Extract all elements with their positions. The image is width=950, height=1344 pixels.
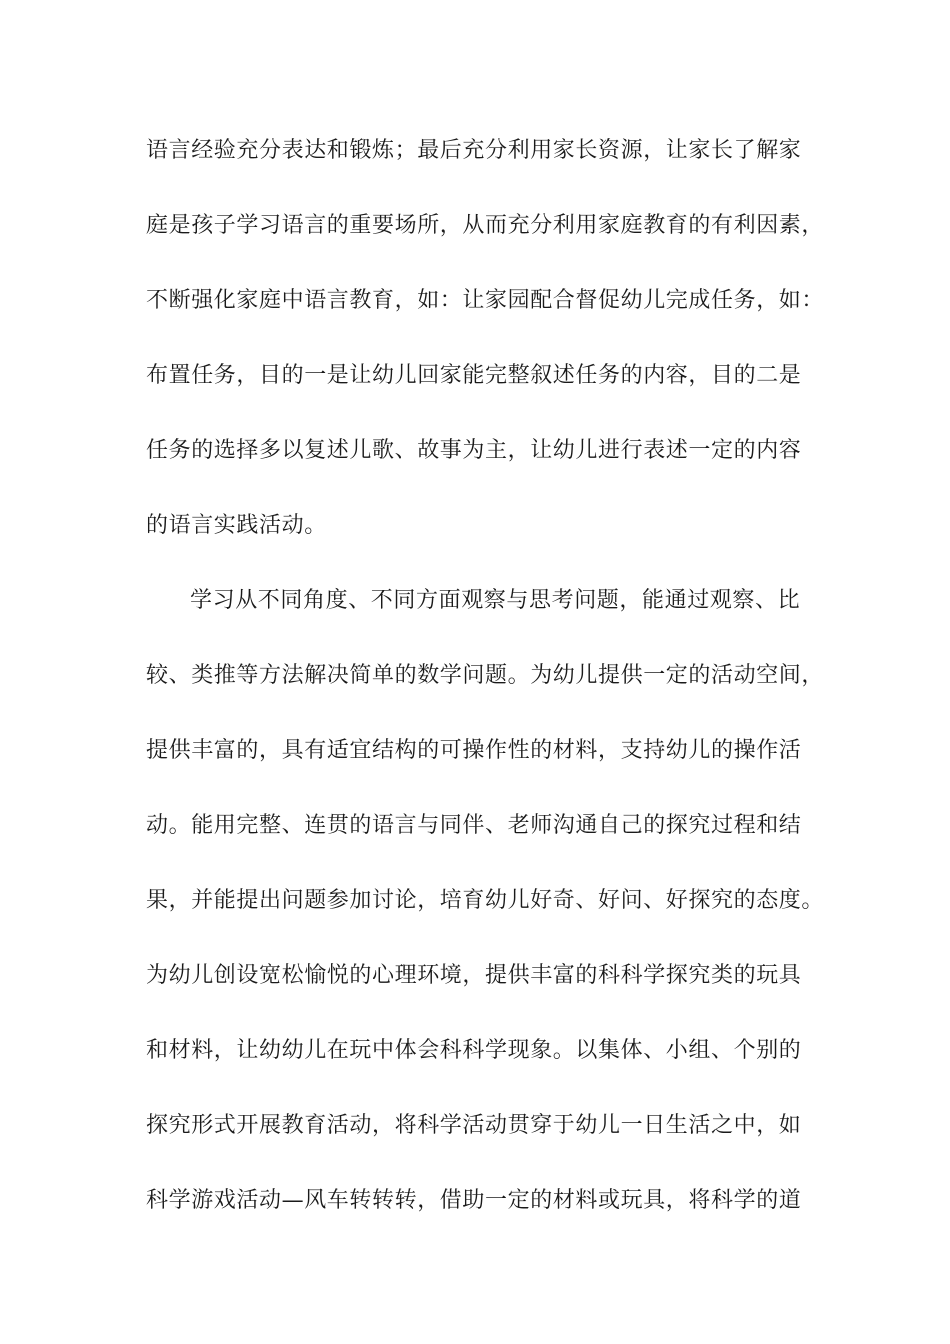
text-line: 的语言实践活动。 bbox=[146, 513, 327, 538]
text-line: 语言经验充分表达和锻炼；最后充分利用家长资源，让家长了解家 bbox=[146, 138, 802, 163]
text-line: 为幼儿创设宽松愉悦的心理环境，提供丰富的科科学探究类的玩具 bbox=[146, 963, 802, 988]
text-line: 动。能用完整、连贯的语言与同伴、老师沟通自己的探究过程和结 bbox=[146, 813, 802, 838]
text-line: 庭是孩子学习语言的重要场所，从而充分利用家庭教育的有利因素， bbox=[146, 213, 825, 238]
text-line: 探究形式开展教育活动，将科学活动贯穿于幼儿一日生活之中，如 bbox=[146, 1113, 802, 1138]
text-line: 不断强化家庭中语言教育，如：让家园配合督促幼儿完成任务，如： bbox=[146, 288, 825, 313]
text-line: 和材料，让幼幼儿在玩中体会科科学现象。以集体、小组、个别的 bbox=[146, 1038, 802, 1063]
text-line: 任务的选择多以复述儿歌、故事为主，让幼儿进行表述一定的内容 bbox=[146, 438, 802, 463]
text-line: 提供丰富的，具有适宜结构的可操作性的材料，支持幼儿的操作活 bbox=[146, 738, 802, 763]
paragraph-start-line: 学习从不同角度、不同方面观察与思考问题，能通过观察、比 bbox=[190, 588, 801, 613]
text-line: 科学游戏活动—风车转转转，借助一定的材料或玩具，将科学的道 bbox=[146, 1188, 802, 1213]
text-line: 果，并能提出问题参加讨论，培育幼儿好奇、好问、好探究的态度。 bbox=[146, 888, 825, 913]
text-line: 布置任务，目的一是让幼儿回家能完整叙述任务的内容，目的二是 bbox=[146, 363, 802, 388]
text-line: 较、类推等方法解决简单的数学问题。为幼儿提供一定的活动空间， bbox=[146, 663, 825, 688]
body-text bbox=[146, 131, 825, 1256]
